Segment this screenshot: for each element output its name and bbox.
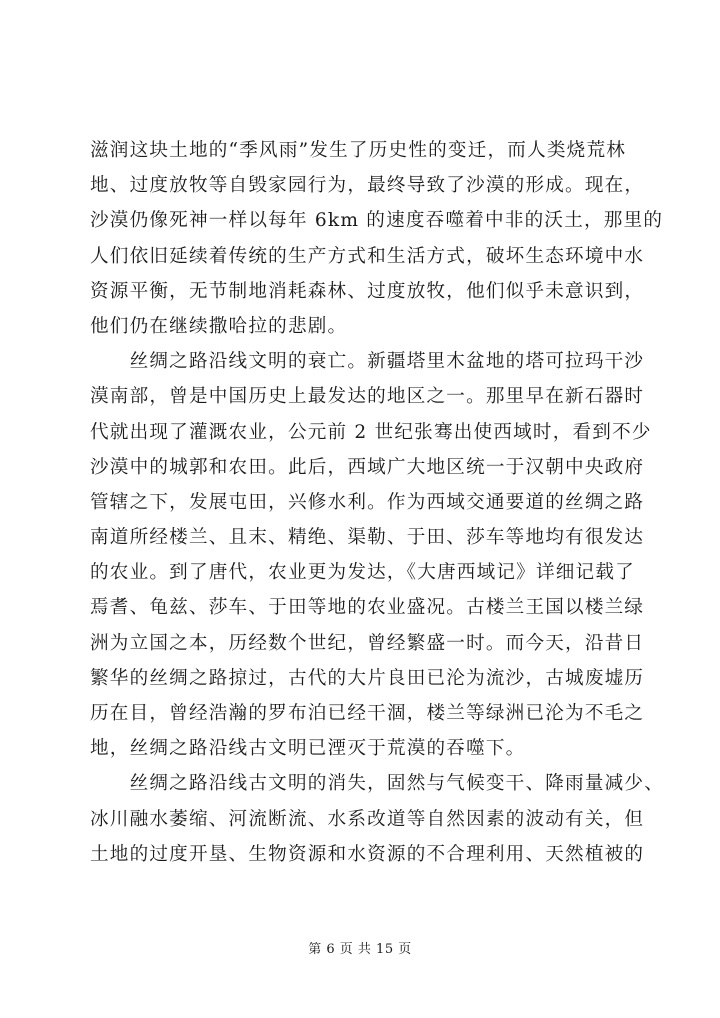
text-line: 地、过度放牧等自毁家园行为，最终导致了沙漠的形成。现在， (90, 175, 645, 197)
text-line: 土地的过度开垦、生物资源和水资源的不合理利用、天然植被的 (90, 843, 645, 865)
text-line: 代就出现了灌溉农业，公元前 2 世纪张骞出使西域时，看到不少 (90, 421, 652, 443)
text-line: 冰川融水萎缩、河流断流、水系改道等自然因素的波动有关，但 (90, 808, 645, 830)
text-line: 繁华的丝绸之路掠过，古代的大片良田已沦为流沙，古城废墟历 (90, 667, 645, 689)
text-line: 历在目，曾经浩瀚的罗布泊已经干涸，楼兰等绿洲已沦为不毛之 (90, 703, 645, 724)
text-line: 沙漠中的城郭和农田。此后，西域广大地区统一于汉朝中央政府 (90, 456, 645, 478)
text-line: 丝绸之路沿线古文明的消失，固然与气候变干、降雨量减少、 (90, 773, 665, 795)
text-line: 地，丝绸之路沿线古文明已湮灭于荒漠的吞噬下。 (90, 738, 526, 760)
text-line: 滋润这块土地的“季风雨”发生了历史性的变迁，而人类烧荒林 (90, 140, 627, 161)
text-line: 管辖之下，发展屯田，兴修水利。作为西域交通要道的丝绸之路 (90, 491, 645, 513)
text-line: 焉耆、龟兹、莎车、于田等地的农业盛况。古楼兰王国以楼兰绿 (90, 597, 645, 619)
text-line: 南道所经楼兰、且末、精绝、渠勒、于田、莎车等地均有很发达 (90, 527, 645, 549)
page-number: 第 6 页 共 15 页 (308, 942, 412, 957)
text-line: 他们仍在继续撒哈拉的悲剧。 (90, 315, 348, 337)
text-line: 洲为立国之本，历经数个世纪，曾经繁盛一时。而今天，沿昔日 (90, 632, 645, 654)
text-line: 资源平衡，无节制地消耗森林、过度放牧，他们似乎未意识到， (90, 280, 645, 302)
text-line: 丝绸之路沿线文明的衰亡。新疆塔里木盆地的塔可拉玛干沙 (90, 351, 645, 373)
text-line: 人们依旧延续着传统的生产方式和生活方式，破坏生态环境中水 (90, 245, 645, 267)
body-text (90, 133, 665, 872)
page-footer (0, 938, 720, 957)
text-line: 沙漠仍像死神一样以每年 6km 的速度吞噬着中非的沃土，那里的 (90, 210, 664, 232)
text-line: 漠南部，曾是中国历史上最发达的地区之一。那里早在新石器时 (90, 386, 645, 408)
text-line: 的农业。到了唐代，农业更为发达，《大唐西域记》详细记载了 (90, 562, 635, 584)
